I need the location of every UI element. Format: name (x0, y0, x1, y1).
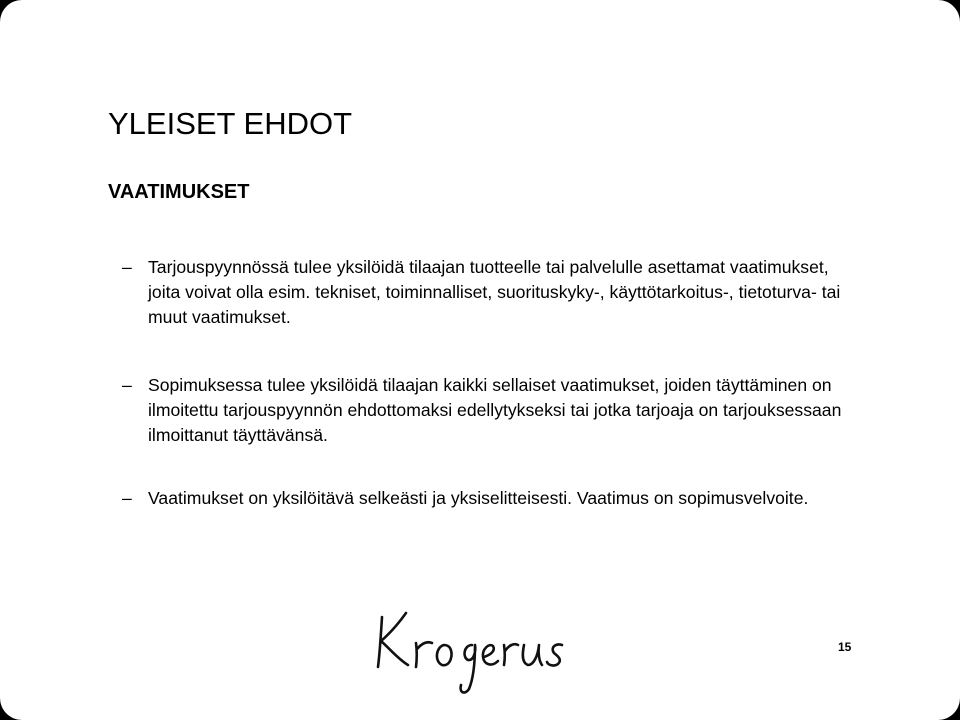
krogerus-logo (372, 605, 582, 700)
dash-bullet-marker: – (122, 488, 132, 508)
bullet-text: Vaatimukset on yksilöitävä selkeästi ja yksiselitteisesti. Vaatimus on sopimusvelvoite. (148, 488, 809, 508)
bullet-list (122, 255, 842, 511)
slide-subtitle: VAATIMUKSET (108, 181, 250, 203)
dash-bullet-marker: – (122, 375, 132, 395)
dash-bullet-marker: – (122, 257, 132, 277)
slide-title: YLEISET EHDOT (108, 106, 353, 141)
bullet-item (122, 373, 842, 448)
bullet-item (122, 486, 842, 511)
bullet-text: Tarjouspyynnössä tulee yksilöidä tilaajan tuotteelle tai palvelulle asettamat vaatimukset, joita voivat olla esim. tekniset, toiminnalliset, suorituskyky-, käyttötarkoitus-, tietoturva- tai muut vaatimukset. (148, 257, 841, 327)
page-number: 15 (838, 640, 852, 654)
bullet-text: Sopimuksessa tulee yksilöidä tilaajan kaikki sellaiset vaatimukset, joiden täyttäminen on ilmoitettu tarjouspyynnön ehdottomaksi edellytykseksi tai jotka tarjoaja on tarjouksessaan ilmoittanut täyttävänsä. (148, 375, 842, 445)
bullet-item (122, 255, 842, 330)
